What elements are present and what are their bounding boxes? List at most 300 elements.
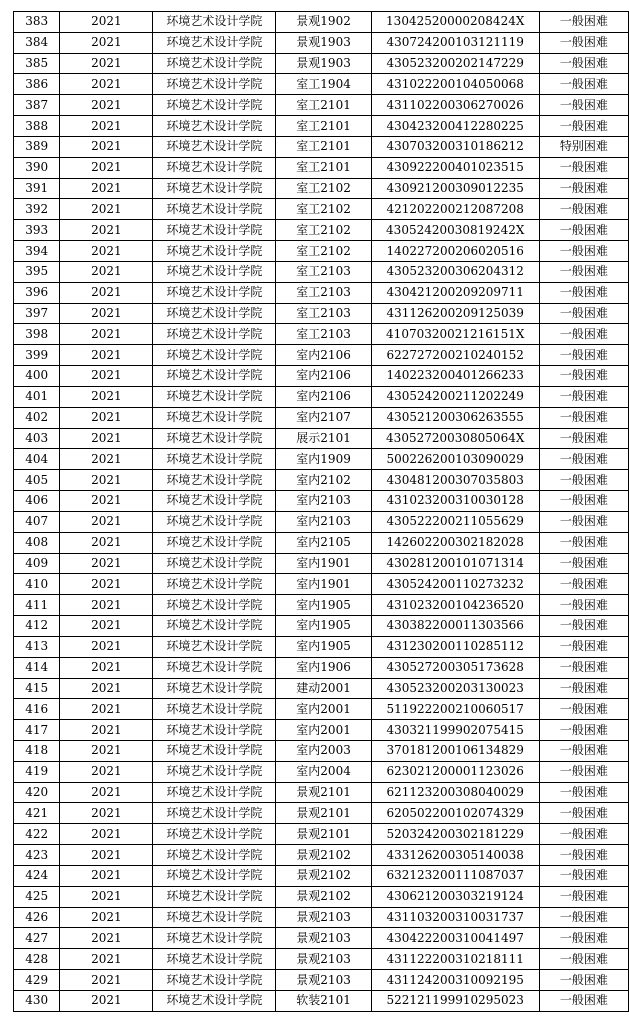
row-number-cell: 421 bbox=[14, 803, 60, 824]
class-cell: 室内2102 bbox=[276, 470, 371, 491]
year-cell: 2021 bbox=[60, 116, 153, 137]
id-number-cell: 430523200202147229 bbox=[371, 53, 539, 74]
row-number-cell: 390 bbox=[14, 157, 60, 178]
row-number-cell: 387 bbox=[14, 95, 60, 116]
class-cell: 建动2001 bbox=[276, 678, 371, 699]
difficulty-level-cell: 一般困难 bbox=[539, 386, 628, 407]
year-cell: 2021 bbox=[60, 970, 153, 991]
college-cell: 环境艺术设计学院 bbox=[153, 491, 276, 512]
college-cell: 环境艺术设计学院 bbox=[153, 990, 276, 1011]
class-cell: 室内1906 bbox=[276, 657, 371, 678]
college-cell: 环境艺术设计学院 bbox=[153, 324, 276, 345]
table-row bbox=[14, 366, 629, 387]
row-number-cell: 398 bbox=[14, 324, 60, 345]
row-number-cell: 388 bbox=[14, 116, 60, 137]
class-cell: 景观2102 bbox=[276, 886, 371, 907]
year-cell: 2021 bbox=[60, 928, 153, 949]
table-row bbox=[14, 324, 629, 345]
row-number-cell: 400 bbox=[14, 366, 60, 387]
college-cell: 环境艺术设计学院 bbox=[153, 928, 276, 949]
college-cell: 环境艺术设计学院 bbox=[153, 907, 276, 928]
row-number-cell: 392 bbox=[14, 199, 60, 220]
difficulty-level-cell: 一般困难 bbox=[539, 241, 628, 262]
table-row bbox=[14, 907, 629, 928]
class-cell: 室内2106 bbox=[276, 366, 371, 387]
row-number-cell: 418 bbox=[14, 740, 60, 761]
college-cell: 环境艺术设计学院 bbox=[153, 303, 276, 324]
id-number-cell: 430382200011303566 bbox=[371, 616, 539, 637]
difficulty-level-cell: 一般困难 bbox=[539, 720, 628, 741]
row-number-cell: 394 bbox=[14, 241, 60, 262]
difficulty-level-cell: 一般困难 bbox=[539, 824, 628, 845]
difficulty-level-cell: 一般困难 bbox=[539, 803, 628, 824]
college-cell: 环境艺术设计学院 bbox=[153, 386, 276, 407]
difficulty-level-cell: 一般困难 bbox=[539, 366, 628, 387]
difficulty-level-cell: 一般困难 bbox=[539, 32, 628, 53]
table-row bbox=[14, 74, 629, 95]
year-cell: 2021 bbox=[60, 532, 153, 553]
year-cell: 2021 bbox=[60, 990, 153, 1011]
class-cell: 室内1901 bbox=[276, 574, 371, 595]
difficulty-level-cell: 一般困难 bbox=[539, 220, 628, 241]
difficulty-level-cell: 一般困难 bbox=[539, 616, 628, 637]
difficulty-level-cell: 一般困难 bbox=[539, 74, 628, 95]
row-number-cell: 423 bbox=[14, 845, 60, 866]
row-number-cell: 414 bbox=[14, 657, 60, 678]
row-number-cell: 389 bbox=[14, 136, 60, 157]
college-cell: 环境艺术设计学院 bbox=[153, 699, 276, 720]
class-cell: 室工2102 bbox=[276, 241, 371, 262]
difficulty-level-cell: 一般困难 bbox=[539, 574, 628, 595]
year-cell: 2021 bbox=[60, 657, 153, 678]
id-number-cell: 430524200110273232 bbox=[371, 574, 539, 595]
row-number-cell: 429 bbox=[14, 970, 60, 991]
id-number-cell: 430922200401023515 bbox=[371, 157, 539, 178]
class-cell: 景观2102 bbox=[276, 845, 371, 866]
class-cell: 室内1901 bbox=[276, 553, 371, 574]
table-row bbox=[14, 220, 629, 241]
row-number-cell: 415 bbox=[14, 678, 60, 699]
id-number-cell: 430703200310186212 bbox=[371, 136, 539, 157]
college-cell: 环境艺术设计学院 bbox=[153, 157, 276, 178]
row-number-cell: 407 bbox=[14, 511, 60, 532]
class-cell: 室工2103 bbox=[276, 282, 371, 303]
college-cell: 环境艺术设计学院 bbox=[153, 199, 276, 220]
table-row bbox=[14, 886, 629, 907]
id-number-cell: 433126200305140038 bbox=[371, 845, 539, 866]
difficulty-level-cell: 一般困难 bbox=[539, 428, 628, 449]
difficulty-level-cell: 一般困难 bbox=[539, 845, 628, 866]
table-row bbox=[14, 12, 629, 33]
class-cell: 软装2101 bbox=[276, 990, 371, 1011]
id-number-cell: 431124200310092195 bbox=[371, 970, 539, 991]
year-cell: 2021 bbox=[60, 678, 153, 699]
college-cell: 环境艺术设计学院 bbox=[153, 636, 276, 657]
row-number-cell: 413 bbox=[14, 636, 60, 657]
class-cell: 景观1903 bbox=[276, 53, 371, 74]
class-cell: 室内2103 bbox=[276, 491, 371, 512]
row-number-cell: 427 bbox=[14, 928, 60, 949]
college-cell: 环境艺术设计学院 bbox=[153, 220, 276, 241]
difficulty-level-cell: 一般困难 bbox=[539, 324, 628, 345]
college-cell: 环境艺术设计学院 bbox=[153, 407, 276, 428]
difficulty-level-cell: 特别困难 bbox=[539, 136, 628, 157]
year-cell: 2021 bbox=[60, 178, 153, 199]
college-cell: 环境艺术设计学院 bbox=[153, 116, 276, 137]
row-number-cell: 391 bbox=[14, 178, 60, 199]
row-number-cell: 422 bbox=[14, 824, 60, 845]
difficulty-level-cell: 一般困难 bbox=[539, 178, 628, 199]
class-cell: 室工2102 bbox=[276, 178, 371, 199]
row-number-cell: 430 bbox=[14, 990, 60, 1011]
year-cell: 2021 bbox=[60, 220, 153, 241]
difficulty-level-cell: 一般困难 bbox=[539, 511, 628, 532]
id-number-cell: 430422200310041497 bbox=[371, 928, 539, 949]
row-number-cell: 383 bbox=[14, 12, 60, 33]
id-number-cell: 500226200103090029 bbox=[371, 449, 539, 470]
table-row bbox=[14, 428, 629, 449]
difficulty-level-cell: 一般困难 bbox=[539, 261, 628, 282]
table-row bbox=[14, 345, 629, 366]
year-cell: 2021 bbox=[60, 95, 153, 116]
college-cell: 环境艺术设计学院 bbox=[153, 241, 276, 262]
table-row bbox=[14, 761, 629, 782]
class-cell: 室工2101 bbox=[276, 136, 371, 157]
table-row bbox=[14, 928, 629, 949]
difficulty-level-cell: 一般困难 bbox=[539, 699, 628, 720]
class-cell: 景观2101 bbox=[276, 824, 371, 845]
table-row bbox=[14, 178, 629, 199]
college-cell: 环境艺术设计学院 bbox=[153, 53, 276, 74]
college-cell: 环境艺术设计学院 bbox=[153, 449, 276, 470]
class-cell: 景观2101 bbox=[276, 782, 371, 803]
college-cell: 环境艺术设计学院 bbox=[153, 261, 276, 282]
id-number-cell: 430281200101071314 bbox=[371, 553, 539, 574]
id-number-cell: 41070320021216151X bbox=[371, 324, 539, 345]
difficulty-level-cell: 一般困难 bbox=[539, 865, 628, 886]
college-cell: 环境艺术设计学院 bbox=[153, 136, 276, 157]
college-cell: 环境艺术设计学院 bbox=[153, 12, 276, 33]
student-aid-table bbox=[13, 11, 629, 1012]
year-cell: 2021 bbox=[60, 574, 153, 595]
id-number-cell: 430481200307035803 bbox=[371, 470, 539, 491]
table-row bbox=[14, 491, 629, 512]
class-cell: 室内2001 bbox=[276, 699, 371, 720]
id-number-cell: 430321199902075415 bbox=[371, 720, 539, 741]
id-number-cell: 430527200305173628 bbox=[371, 657, 539, 678]
id-number-cell: 431126200209125039 bbox=[371, 303, 539, 324]
table-row bbox=[14, 949, 629, 970]
difficulty-level-cell: 一般困难 bbox=[539, 345, 628, 366]
table-row bbox=[14, 241, 629, 262]
table-row bbox=[14, 116, 629, 137]
row-number-cell: 396 bbox=[14, 282, 60, 303]
difficulty-level-cell: 一般困难 bbox=[539, 761, 628, 782]
class-cell: 景观2103 bbox=[276, 949, 371, 970]
difficulty-level-cell: 一般困难 bbox=[539, 199, 628, 220]
id-number-cell: 430423200412280225 bbox=[371, 116, 539, 137]
college-cell: 环境艺术设计学院 bbox=[153, 803, 276, 824]
row-number-cell: 401 bbox=[14, 386, 60, 407]
difficulty-level-cell: 一般困难 bbox=[539, 990, 628, 1011]
class-cell: 室内1905 bbox=[276, 636, 371, 657]
class-cell: 室工2103 bbox=[276, 324, 371, 345]
year-cell: 2021 bbox=[60, 491, 153, 512]
id-number-cell: 511922200210060517 bbox=[371, 699, 539, 720]
id-number-cell: 43052720030805064X bbox=[371, 428, 539, 449]
row-number-cell: 424 bbox=[14, 865, 60, 886]
year-cell: 2021 bbox=[60, 428, 153, 449]
college-cell: 环境艺术设计学院 bbox=[153, 553, 276, 574]
id-number-cell: 431230200110285112 bbox=[371, 636, 539, 657]
year-cell: 2021 bbox=[60, 74, 153, 95]
row-number-cell: 399 bbox=[14, 345, 60, 366]
class-cell: 室工1904 bbox=[276, 74, 371, 95]
id-number-cell: 430522200211055629 bbox=[371, 511, 539, 532]
id-number-cell: 430521200306263555 bbox=[371, 407, 539, 428]
college-cell: 环境艺术设计学院 bbox=[153, 949, 276, 970]
year-cell: 2021 bbox=[60, 157, 153, 178]
table-row bbox=[14, 636, 629, 657]
class-cell: 室工2101 bbox=[276, 157, 371, 178]
difficulty-level-cell: 一般困难 bbox=[539, 95, 628, 116]
year-cell: 2021 bbox=[60, 32, 153, 53]
college-cell: 环境艺术设计学院 bbox=[153, 886, 276, 907]
college-cell: 环境艺术设计学院 bbox=[153, 782, 276, 803]
table-row bbox=[14, 782, 629, 803]
class-cell: 室工2103 bbox=[276, 303, 371, 324]
table-row bbox=[14, 699, 629, 720]
id-number-cell: 431102200306270026 bbox=[371, 95, 539, 116]
class-cell: 景观2103 bbox=[276, 970, 371, 991]
difficulty-level-cell: 一般困难 bbox=[539, 740, 628, 761]
year-cell: 2021 bbox=[60, 824, 153, 845]
college-cell: 环境艺术设计学院 bbox=[153, 32, 276, 53]
class-cell: 室内1905 bbox=[276, 595, 371, 616]
class-cell: 室内1905 bbox=[276, 616, 371, 637]
table-row bbox=[14, 303, 629, 324]
college-cell: 环境艺术设计学院 bbox=[153, 74, 276, 95]
table-row bbox=[14, 657, 629, 678]
row-number-cell: 409 bbox=[14, 553, 60, 574]
difficulty-level-cell: 一般困难 bbox=[539, 595, 628, 616]
year-cell: 2021 bbox=[60, 12, 153, 33]
difficulty-level-cell: 一般困难 bbox=[539, 303, 628, 324]
table-row bbox=[14, 407, 629, 428]
year-cell: 2021 bbox=[60, 241, 153, 262]
id-number-cell: 431122200310218111 bbox=[371, 949, 539, 970]
college-cell: 环境艺术设计学院 bbox=[153, 845, 276, 866]
college-cell: 环境艺术设计学院 bbox=[153, 178, 276, 199]
college-cell: 环境艺术设计学院 bbox=[153, 366, 276, 387]
difficulty-level-cell: 一般困难 bbox=[539, 12, 628, 33]
year-cell: 2021 bbox=[60, 803, 153, 824]
row-number-cell: 428 bbox=[14, 949, 60, 970]
year-cell: 2021 bbox=[60, 949, 153, 970]
row-number-cell: 395 bbox=[14, 261, 60, 282]
college-cell: 环境艺术设计学院 bbox=[153, 616, 276, 637]
row-number-cell: 410 bbox=[14, 574, 60, 595]
college-cell: 环境艺术设计学院 bbox=[153, 95, 276, 116]
table-row bbox=[14, 824, 629, 845]
id-number-cell: 43052420030819242X bbox=[371, 220, 539, 241]
class-cell: 景观2101 bbox=[276, 803, 371, 824]
id-number-cell: 621123200308040029 bbox=[371, 782, 539, 803]
year-cell: 2021 bbox=[60, 449, 153, 470]
class-cell: 展示2101 bbox=[276, 428, 371, 449]
year-cell: 2021 bbox=[60, 782, 153, 803]
id-number-cell: 142602200302182028 bbox=[371, 532, 539, 553]
table-row bbox=[14, 532, 629, 553]
year-cell: 2021 bbox=[60, 303, 153, 324]
table-row bbox=[14, 574, 629, 595]
year-cell: 2021 bbox=[60, 261, 153, 282]
college-cell: 环境艺术设计学院 bbox=[153, 720, 276, 741]
class-cell: 室内2106 bbox=[276, 345, 371, 366]
year-cell: 2021 bbox=[60, 595, 153, 616]
class-cell: 室工2102 bbox=[276, 220, 371, 241]
id-number-cell: 430523200306204312 bbox=[371, 261, 539, 282]
difficulty-level-cell: 一般困难 bbox=[539, 678, 628, 699]
table-row bbox=[14, 282, 629, 303]
difficulty-level-cell: 一般困难 bbox=[539, 970, 628, 991]
row-number-cell: 406 bbox=[14, 491, 60, 512]
table-row bbox=[14, 970, 629, 991]
table-row bbox=[14, 261, 629, 282]
id-number-cell: 623021200001123026 bbox=[371, 761, 539, 782]
table-row bbox=[14, 553, 629, 574]
id-number-cell: 431023200104236520 bbox=[371, 595, 539, 616]
class-cell: 室内2106 bbox=[276, 386, 371, 407]
table-row bbox=[14, 990, 629, 1011]
row-number-cell: 419 bbox=[14, 761, 60, 782]
row-number-cell: 417 bbox=[14, 720, 60, 741]
table-row bbox=[14, 720, 629, 741]
difficulty-level-cell: 一般困难 bbox=[539, 53, 628, 74]
college-cell: 环境艺术设计学院 bbox=[153, 678, 276, 699]
id-number-cell: 620502200102074329 bbox=[371, 803, 539, 824]
id-number-cell: 430523200203130023 bbox=[371, 678, 539, 699]
year-cell: 2021 bbox=[60, 345, 153, 366]
college-cell: 环境艺术设计学院 bbox=[153, 657, 276, 678]
table-body bbox=[14, 12, 629, 1012]
table-row bbox=[14, 386, 629, 407]
year-cell: 2021 bbox=[60, 53, 153, 74]
year-cell: 2021 bbox=[60, 136, 153, 157]
row-number-cell: 412 bbox=[14, 616, 60, 637]
row-number-cell: 426 bbox=[14, 907, 60, 928]
difficulty-level-cell: 一般困难 bbox=[539, 532, 628, 553]
table-row bbox=[14, 511, 629, 532]
year-cell: 2021 bbox=[60, 616, 153, 637]
class-cell: 室内2003 bbox=[276, 740, 371, 761]
table-row bbox=[14, 470, 629, 491]
class-cell: 室内2107 bbox=[276, 407, 371, 428]
id-number-cell: 140223200401266233 bbox=[371, 366, 539, 387]
id-number-cell: 431023200310030128 bbox=[371, 491, 539, 512]
difficulty-level-cell: 一般困难 bbox=[539, 907, 628, 928]
id-number-cell: 522121199910295023 bbox=[371, 990, 539, 1011]
difficulty-level-cell: 一般困难 bbox=[539, 282, 628, 303]
row-number-cell: 408 bbox=[14, 532, 60, 553]
difficulty-level-cell: 一般困难 bbox=[539, 949, 628, 970]
college-cell: 环境艺术设计学院 bbox=[153, 532, 276, 553]
id-number-cell: 13042520000208424X bbox=[371, 12, 539, 33]
college-cell: 环境艺术设计学院 bbox=[153, 865, 276, 886]
college-cell: 环境艺术设计学院 bbox=[153, 740, 276, 761]
table-row bbox=[14, 740, 629, 761]
class-cell: 室内2004 bbox=[276, 761, 371, 782]
id-number-cell: 421202200212087208 bbox=[371, 199, 539, 220]
college-cell: 环境艺术设计学院 bbox=[153, 470, 276, 491]
class-cell: 室工2103 bbox=[276, 261, 371, 282]
row-number-cell: 420 bbox=[14, 782, 60, 803]
difficulty-level-cell: 一般困难 bbox=[539, 157, 628, 178]
year-cell: 2021 bbox=[60, 636, 153, 657]
difficulty-level-cell: 一般困难 bbox=[539, 116, 628, 137]
table-row bbox=[14, 803, 629, 824]
id-number-cell: 632123200111087037 bbox=[371, 865, 539, 886]
row-number-cell: 402 bbox=[14, 407, 60, 428]
id-number-cell: 622727200210240152 bbox=[371, 345, 539, 366]
college-cell: 环境艺术设计学院 bbox=[153, 511, 276, 532]
difficulty-level-cell: 一般困难 bbox=[539, 491, 628, 512]
year-cell: 2021 bbox=[60, 699, 153, 720]
class-cell: 室工2102 bbox=[276, 199, 371, 220]
row-number-cell: 397 bbox=[14, 303, 60, 324]
class-cell: 室工2101 bbox=[276, 116, 371, 137]
table-row bbox=[14, 157, 629, 178]
table-row bbox=[14, 678, 629, 699]
row-number-cell: 405 bbox=[14, 470, 60, 491]
table-row bbox=[14, 865, 629, 886]
year-cell: 2021 bbox=[60, 407, 153, 428]
difficulty-level-cell: 一般困难 bbox=[539, 928, 628, 949]
row-number-cell: 386 bbox=[14, 74, 60, 95]
difficulty-level-cell: 一般困难 bbox=[539, 449, 628, 470]
difficulty-level-cell: 一般困难 bbox=[539, 407, 628, 428]
table-row bbox=[14, 136, 629, 157]
difficulty-level-cell: 一般困难 bbox=[539, 886, 628, 907]
year-cell: 2021 bbox=[60, 366, 153, 387]
table-row bbox=[14, 53, 629, 74]
id-number-cell: 430621200303219124 bbox=[371, 886, 539, 907]
difficulty-level-cell: 一般困难 bbox=[539, 657, 628, 678]
table-row bbox=[14, 32, 629, 53]
year-cell: 2021 bbox=[60, 845, 153, 866]
id-number-cell: 370181200106134829 bbox=[371, 740, 539, 761]
college-cell: 环境艺术设计学院 bbox=[153, 970, 276, 991]
id-number-cell: 140227200206020516 bbox=[371, 241, 539, 262]
class-cell: 景观1902 bbox=[276, 12, 371, 33]
year-cell: 2021 bbox=[60, 553, 153, 574]
year-cell: 2021 bbox=[60, 865, 153, 886]
row-number-cell: 425 bbox=[14, 886, 60, 907]
year-cell: 2021 bbox=[60, 907, 153, 928]
year-cell: 2021 bbox=[60, 761, 153, 782]
class-cell: 室内2001 bbox=[276, 720, 371, 741]
class-cell: 景观2102 bbox=[276, 865, 371, 886]
table-row bbox=[14, 845, 629, 866]
id-number-cell: 430921200309012235 bbox=[371, 178, 539, 199]
row-number-cell: 411 bbox=[14, 595, 60, 616]
id-number-cell: 430524200211202249 bbox=[371, 386, 539, 407]
table-row bbox=[14, 595, 629, 616]
table-row bbox=[14, 95, 629, 116]
row-number-cell: 385 bbox=[14, 53, 60, 74]
table-row bbox=[14, 199, 629, 220]
class-cell: 室内1909 bbox=[276, 449, 371, 470]
